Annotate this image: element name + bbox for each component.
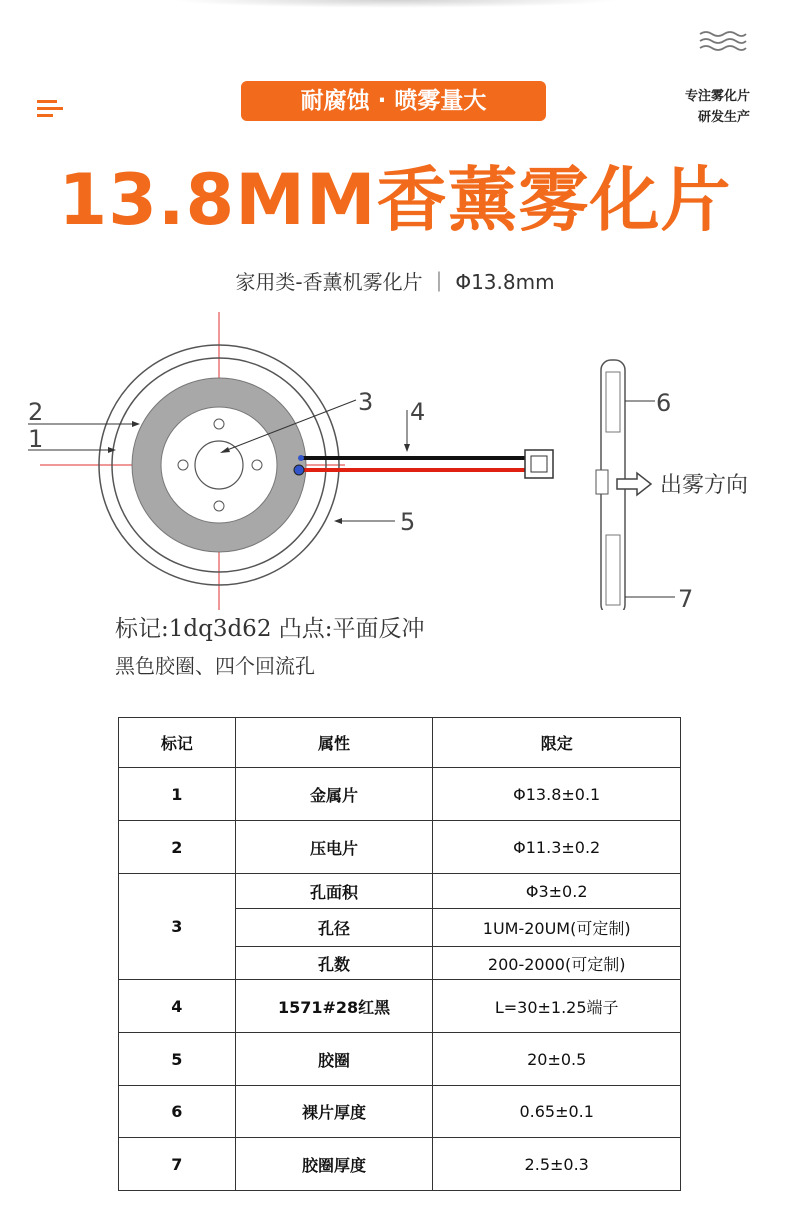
cell-attr: 孔数 (235, 947, 433, 980)
technical-drawing (0, 300, 790, 610)
feature-badge: 耐腐蚀 · 喷雾量大 (241, 81, 546, 121)
table-row (119, 821, 681, 874)
wire-solder-point (294, 465, 304, 475)
table-header: 标记 (119, 718, 236, 768)
cell-limit: 20±0.5 (433, 1033, 681, 1086)
cell-mark: 5 (119, 1033, 236, 1086)
atomize-hole-area (195, 441, 243, 489)
return-hole (214, 501, 224, 511)
cell-mark: 1 (119, 768, 236, 821)
table-row (119, 1086, 681, 1138)
cell-attr: 裸片厚度 (235, 1086, 433, 1138)
table-row (119, 1033, 681, 1086)
cell-attr: 胶圈 (235, 1033, 433, 1086)
return-hole (252, 460, 262, 470)
cell-mark: 7 (119, 1138, 236, 1191)
cell-attr: 压电片 (235, 821, 433, 874)
table-header: 限定 (433, 718, 681, 768)
cell-limit: L=30±1.25端子 (433, 980, 681, 1033)
side-note-line-1: 专注雾化片 (684, 89, 750, 104)
cell-mark: 2 (119, 821, 236, 874)
page-title: 13.8MM香薰雾化片 (58, 159, 732, 241)
cell-mark: 6 (119, 1086, 236, 1138)
drawing-caption-marking: 标记:1dq3d62 凸点:平面反冲 (115, 616, 425, 642)
label-3: 3 (358, 388, 374, 416)
label-4: 4 (410, 398, 426, 426)
label-5: 5 (400, 508, 416, 536)
table-row (119, 874, 681, 909)
label-2: 2 (28, 398, 44, 426)
label-7: 7 (678, 585, 694, 610)
cell-limit: Φ13.8±0.1 (433, 768, 681, 821)
cell-attr: 孔面积 (235, 874, 433, 909)
cell-mark: 4 (119, 980, 236, 1033)
label-6: 6 (656, 389, 672, 417)
cell-limit: Φ3±0.2 (433, 874, 681, 909)
menu-icon (37, 100, 65, 118)
cell-mark: 3 (119, 874, 236, 980)
label-1: 1 (28, 425, 44, 453)
cell-limit: 0.65±0.1 (433, 1086, 681, 1138)
cell-attr: 胶圈厚度 (235, 1138, 433, 1191)
page-subtitle: 家用类-香薰机雾化片 ｜ Φ13.8mm (235, 270, 555, 294)
side-note-line-2: 研发生产 (697, 110, 750, 125)
cell-limit: Φ11.3±0.2 (433, 821, 681, 874)
table-row (119, 980, 681, 1033)
cell-limit: 2.5±0.3 (433, 1138, 681, 1191)
cell-attr: 孔径 (235, 909, 433, 947)
top-shadow (170, 0, 620, 8)
table-header-row (119, 718, 681, 768)
cell-attr: 1571#28红黑 (235, 980, 433, 1033)
table-row (119, 768, 681, 821)
cell-attr: 金属片 (235, 768, 433, 821)
side-note (685, 86, 750, 128)
cell-limit: 1UM-20UM(可定制) (433, 909, 681, 947)
wave-icon (698, 30, 748, 52)
cell-limit: 200-2000(可定制) (433, 947, 681, 980)
spec-table (118, 717, 681, 1191)
drawing-caption-features: 黑色胶圈、四个回流孔 (115, 654, 315, 678)
return-hole (178, 460, 188, 470)
table-header: 属性 (235, 718, 433, 768)
table-row (119, 1138, 681, 1191)
return-hole (214, 419, 224, 429)
mist-direction-label: 出雾方向 (660, 473, 749, 498)
